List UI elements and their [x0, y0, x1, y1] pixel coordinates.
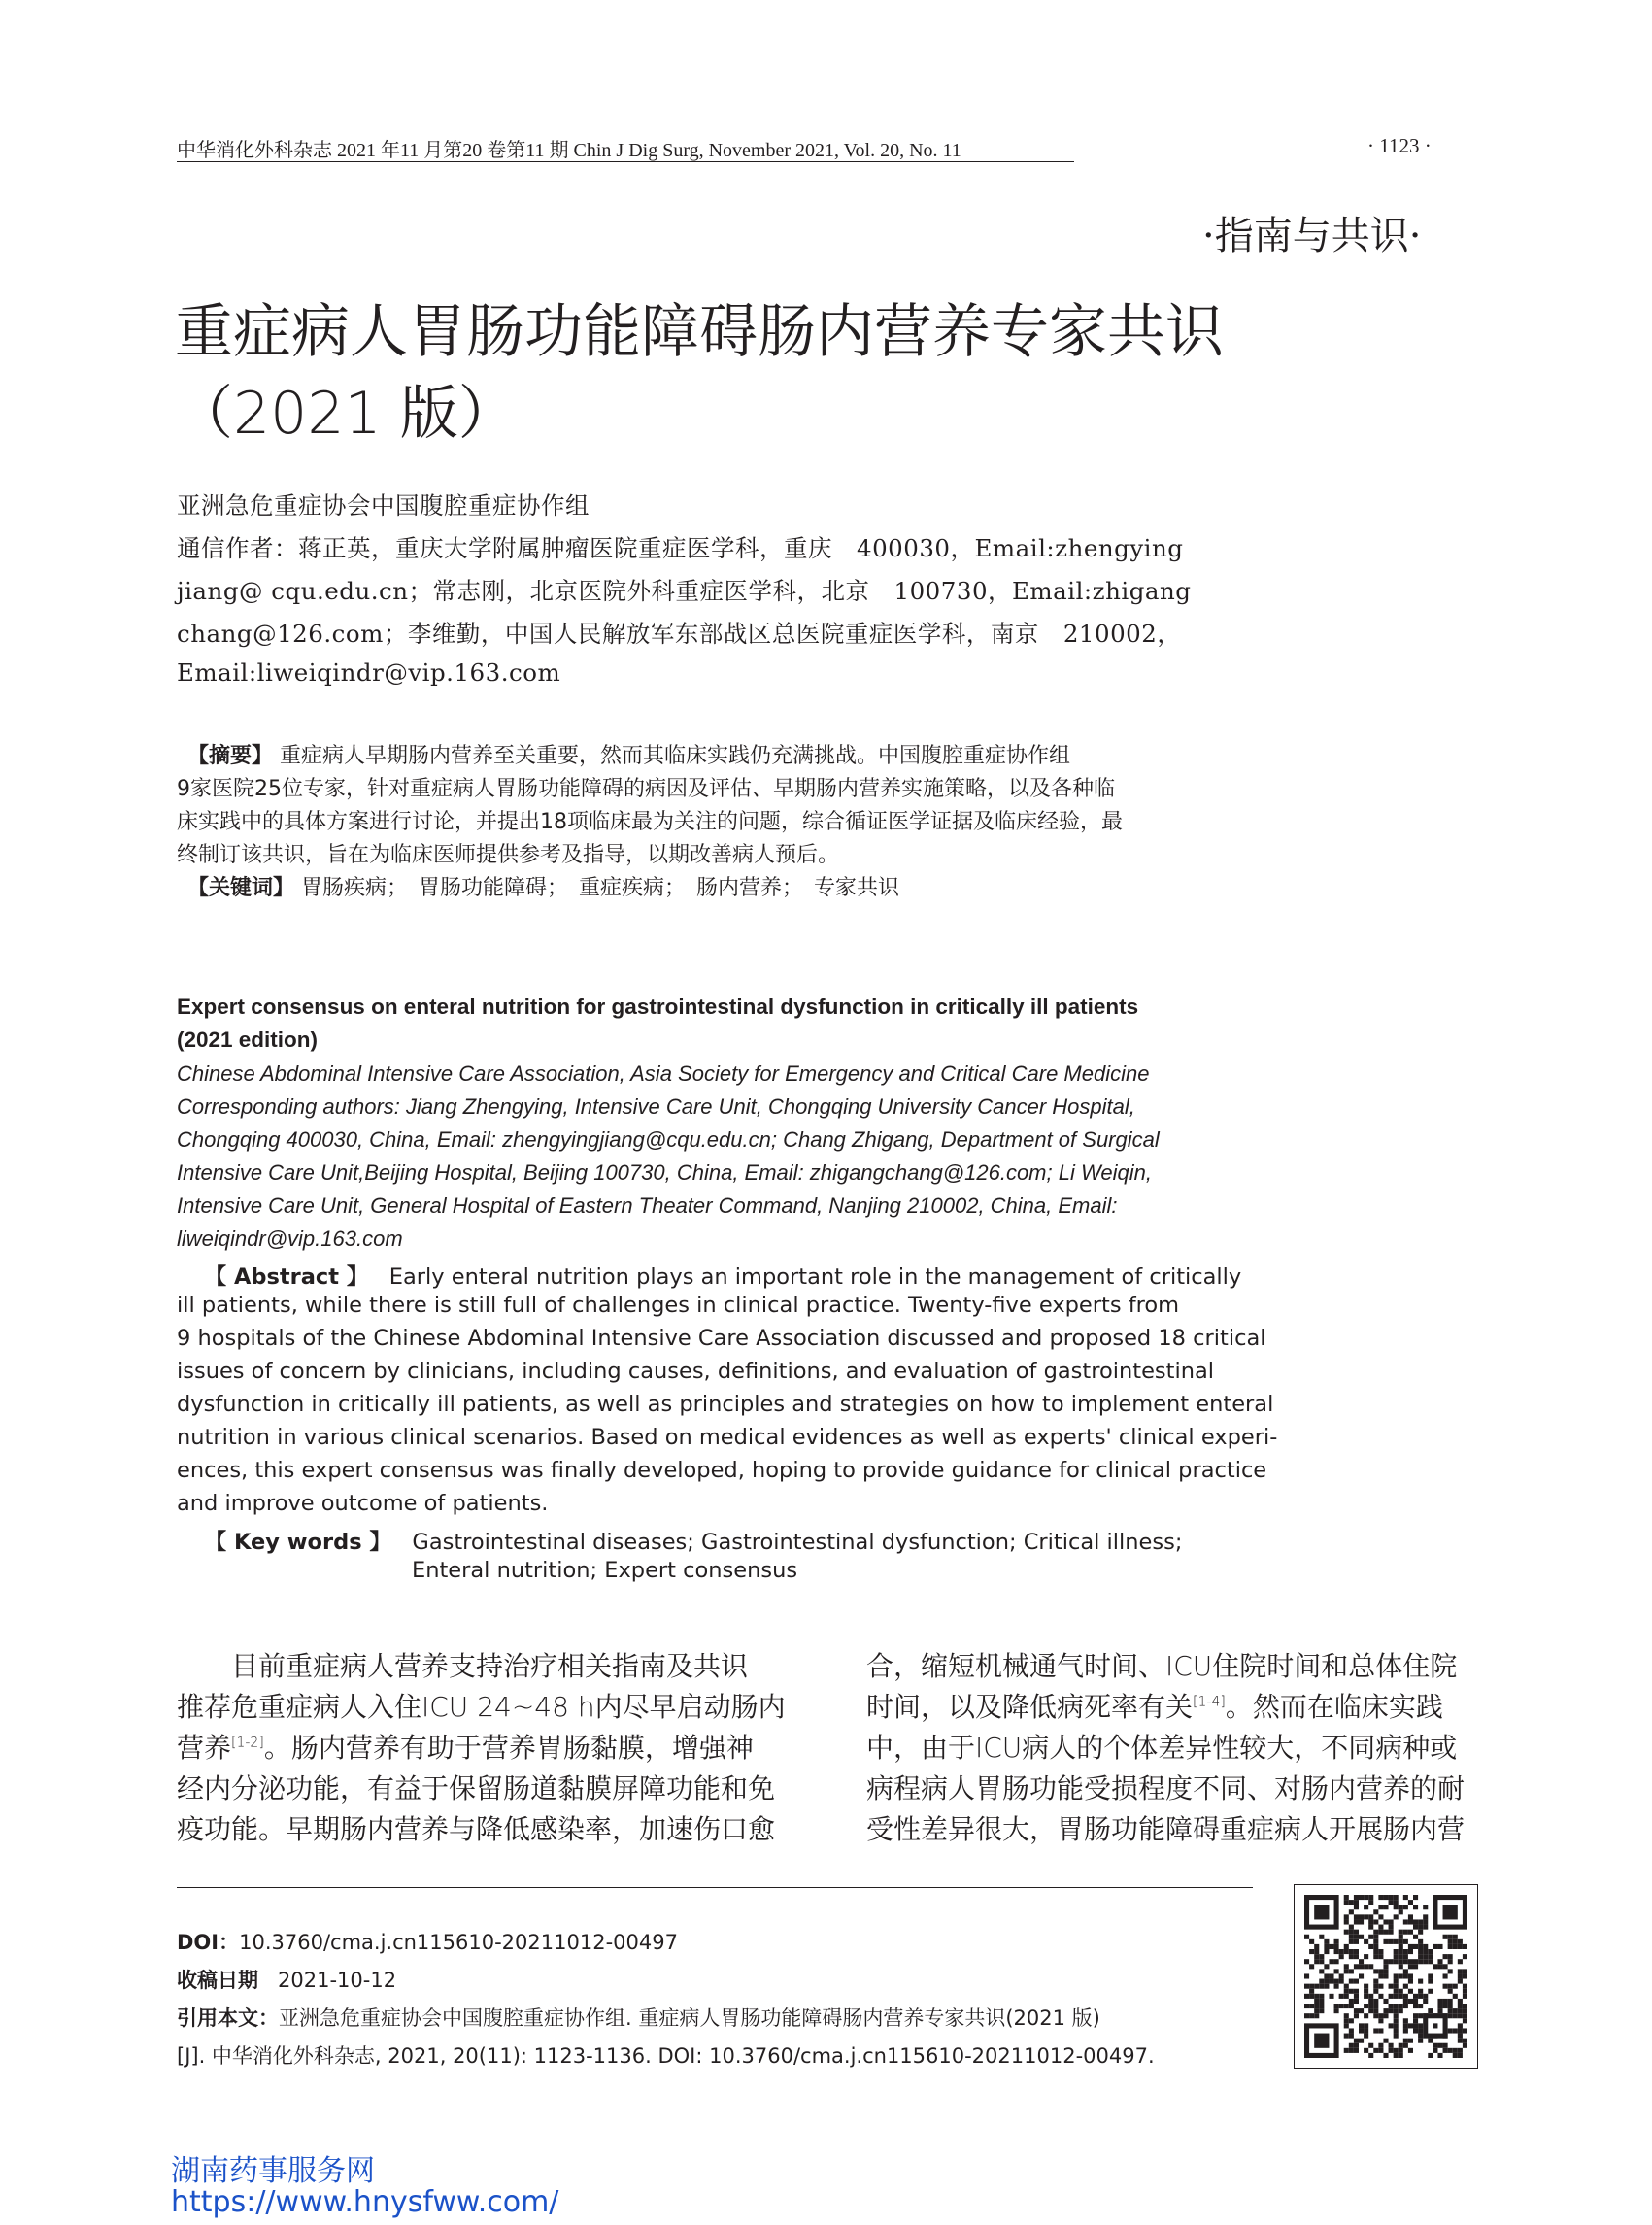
watermark-site-name: 湖南药事服务网 — [171, 2154, 375, 2188]
keywords-cn-label: 【关键词】 — [198, 876, 295, 900]
english-abstract-line: issues of concern by clinicians, including causes, definitions, and evaluation of gastrointestinal — [177, 1359, 1215, 1384]
body-text: 。肠内营养有助于营养胃肠黏膜，增强神 — [263, 1732, 754, 1764]
body-text-line: 中，由于ICU病人的个体差异性较大，不同病种或 — [866, 1732, 1458, 1764]
corresponding-author-line: jiang@ cqu.edu.cn；常志刚，北京医院外科重症医学科，北京 100730，Email:zhigang — [177, 577, 1192, 605]
citation-ref[interactable]: [1-2] — [231, 1735, 264, 1751]
running-head: 中华消化外科杂志 2021 年11 月第20 卷第11 期 Chin J Dig Surg, November 2021, Vol. 20, No. 11 — [177, 140, 961, 161]
received-date-line — [177, 1965, 396, 1994]
abstract-cn-line: 床实践中的具体方案进行讨论，并提出18项临床最为关注的问题，综合循证医学证据及临床经验，最 — [177, 810, 1123, 834]
corresponding-author-line: chang@126.com；李维勤，中国人民解放军东部战区总医院重症医学科，南京 210002， — [177, 620, 1182, 648]
citation-text: 亚洲急危重症协会中国腹腔重症协作组. 重症病人胃肠功能障碍肠内营养专家共识(2021 版) — [279, 2006, 1100, 2030]
body-text: 。然而在临床实践 — [1225, 1691, 1443, 1723]
english-affiliation-line: Chongqing 400030, China, Email: zhengyingjiang@cqu.edu.cn; Chang Zhigang, Department of Surgical — [177, 1128, 1160, 1152]
english-title-line: Expert consensus on enteral nutrition for gastrointestinal dysfunction in critically ill patients — [177, 995, 1139, 1019]
english-keywords-line: Enteral nutrition; Expert consensus — [412, 1558, 798, 1583]
body-text-line: 经内分泌功能，有益于保留肠道黏膜屏障功能和免 — [177, 1772, 776, 1804]
body-text-line: 病程病人胃肠功能受损程度不同、对肠内营养的耐 — [866, 1772, 1466, 1804]
english-affiliation-line: Chinese Abdominal Intensive Care Association, Asia Society for Emergency and Critical Care Medicine — [177, 1062, 1150, 1086]
english-keywords-label: 【 Key words 】 — [204, 1530, 391, 1555]
keywords-cn-line — [177, 872, 1223, 905]
english-abstract-line: ill patients, while there is still full of challenges in clinical practice. Twenty-five experts from — [177, 1293, 1180, 1318]
received-label: 收稿日期 — [177, 1969, 258, 1992]
abstract-cn-line — [177, 740, 1223, 773]
english-title-line: (2021 edition) — [177, 1028, 319, 1052]
body-text: 营养 — [177, 1732, 232, 1764]
body-text-line: 合，缩短机械通气时间、ICU住院时间和总体住院 — [866, 1650, 1458, 1682]
english-affiliation-line: Corresponding authors: Jiang Zhengying, Intensive Care Unit, Chongqing University Cancer Hospital, — [177, 1095, 1135, 1119]
title-line-2: （2021 版） — [175, 380, 517, 448]
body-text-line — [177, 1727, 754, 1766]
abstract-cn-line: 终制订该共识，旨在为临床医师提供参考及指导，以期改善病人预后。 — [177, 843, 840, 867]
watermark-url[interactable]: https://www.hnysfww.com/ — [171, 2185, 559, 2219]
page-number: · 1123 · — [1367, 134, 1432, 157]
article-title — [175, 291, 1340, 455]
running-head-rule — [177, 161, 1074, 162]
english-abstract-line: and improve outcome of patients. — [177, 1491, 549, 1516]
english-abstract-text: Early enteral nutrition plays an important role in the management of critically — [388, 1264, 1242, 1290]
citation-line — [177, 2003, 1100, 2032]
english-abstract-line: nutrition in various clinical scenarios. Based on medical evidences as well as experts' clinical experi- — [177, 1425, 1278, 1450]
english-abstract-line: 9 hospitals of the Chinese Abdominal Intensive Care Association discussed and proposed 18 critical — [177, 1326, 1266, 1351]
doi-link[interactable]: 10.3760/cma.j.cn115610-20211012-00497 — [239, 1931, 678, 1954]
english-affiliation-line: Intensive Care Unit, General Hospital of Eastern Theater Command, Nanjing 210002, China, Email: — [177, 1194, 1118, 1218]
column-label: ·指南与共识· — [1202, 214, 1422, 258]
author-group: 亚洲急危重症协会中国腹腔重症协作组 — [177, 491, 590, 520]
english-abstract-line: dysfunction in critically ill patients, as well as principles and strategies on how to implement enteral — [177, 1392, 1274, 1417]
english-affiliation-line: liweiqindr@vip.163.com — [177, 1227, 403, 1251]
english-affiliation-line: Intensive Care Unit,Beijing Hospital, Beijing 100730, China, Email: zhigangchang@126.com; Li Weiqin, — [177, 1161, 1152, 1185]
english-abstract-line: ences, this expert consensus was finally developed, hoping to provide guidance for clinical practice — [177, 1458, 1267, 1483]
keywords-cn: 胃肠疾病； 胃肠功能障碍； 重症疾病； 肠内营养； 专家共识 — [301, 876, 900, 900]
citation-line: [J]. 中华消化外科杂志, 2021, 20(11): 1123-1136. DOI: 10.3760/cma.j.cn115610-20211012-00497. — [177, 2044, 1155, 2068]
body-text-line: 疫功能。早期肠内营养与降低感染率，加速伤口愈 — [177, 1813, 776, 1845]
english-abstract-label: 【 Abstract 】 — [204, 1264, 369, 1290]
corresponding-author-line: Email:liweiqindr@vip.163.com — [177, 658, 561, 687]
corresponding-author-line: 通信作者：蒋正英，重庆大学附属肿瘤医院重症医学科，重庆 400030，Email:zhengying — [177, 534, 1184, 562]
abstract-cn — [177, 740, 1223, 905]
english-keywords-text: Gastrointestinal diseases; Gastrointestinal dysfunction; Critical illness; — [412, 1530, 1183, 1555]
body-text-line: 目前重症病人营养支持治疗相关指南及共识 — [177, 1650, 749, 1682]
abstract-cn-line: 9家医院25位专家，针对重症病人胃肠功能障碍的病因及评估、早期肠内营养实施策略，以及各种临 — [177, 777, 1115, 801]
body-text-line: 受性差异很大，胃肠功能障碍重症病人开展肠内营 — [866, 1813, 1466, 1845]
received-date: 2021-10-12 — [278, 1969, 397, 1992]
title-line-1: 重症病人胃肠功能障碍肠内营养专家共识 — [175, 298, 1224, 366]
body-text: 时间，以及降低病死率有关 — [866, 1691, 1194, 1723]
body-text-line — [866, 1686, 1443, 1725]
abstract-cn-label: 【摘要】 — [198, 744, 274, 768]
doi-line — [177, 1927, 678, 1956]
citation-ref[interactable]: [1-4] — [1193, 1694, 1226, 1710]
qr-code-image — [1295, 1885, 1477, 2068]
citation-label: 引用本文： — [177, 2006, 279, 2030]
abstract-cn-text: 重症病人早期肠内营养至关重要，然而其临床实践仍充满挑战。中国腹腔重症协作组 — [280, 744, 1071, 768]
doi-label: DOI： — [177, 1931, 240, 1954]
footer-rule — [177, 1887, 1253, 1888]
body-text-line: 推荐危重症病人入住ICU 24~48 h内尽早启动肠内 — [177, 1691, 786, 1723]
english-abstract-line — [177, 1260, 1241, 1291]
english-keywords-line — [177, 1525, 1182, 1556]
qr-code[interactable] — [1294, 1884, 1478, 2069]
